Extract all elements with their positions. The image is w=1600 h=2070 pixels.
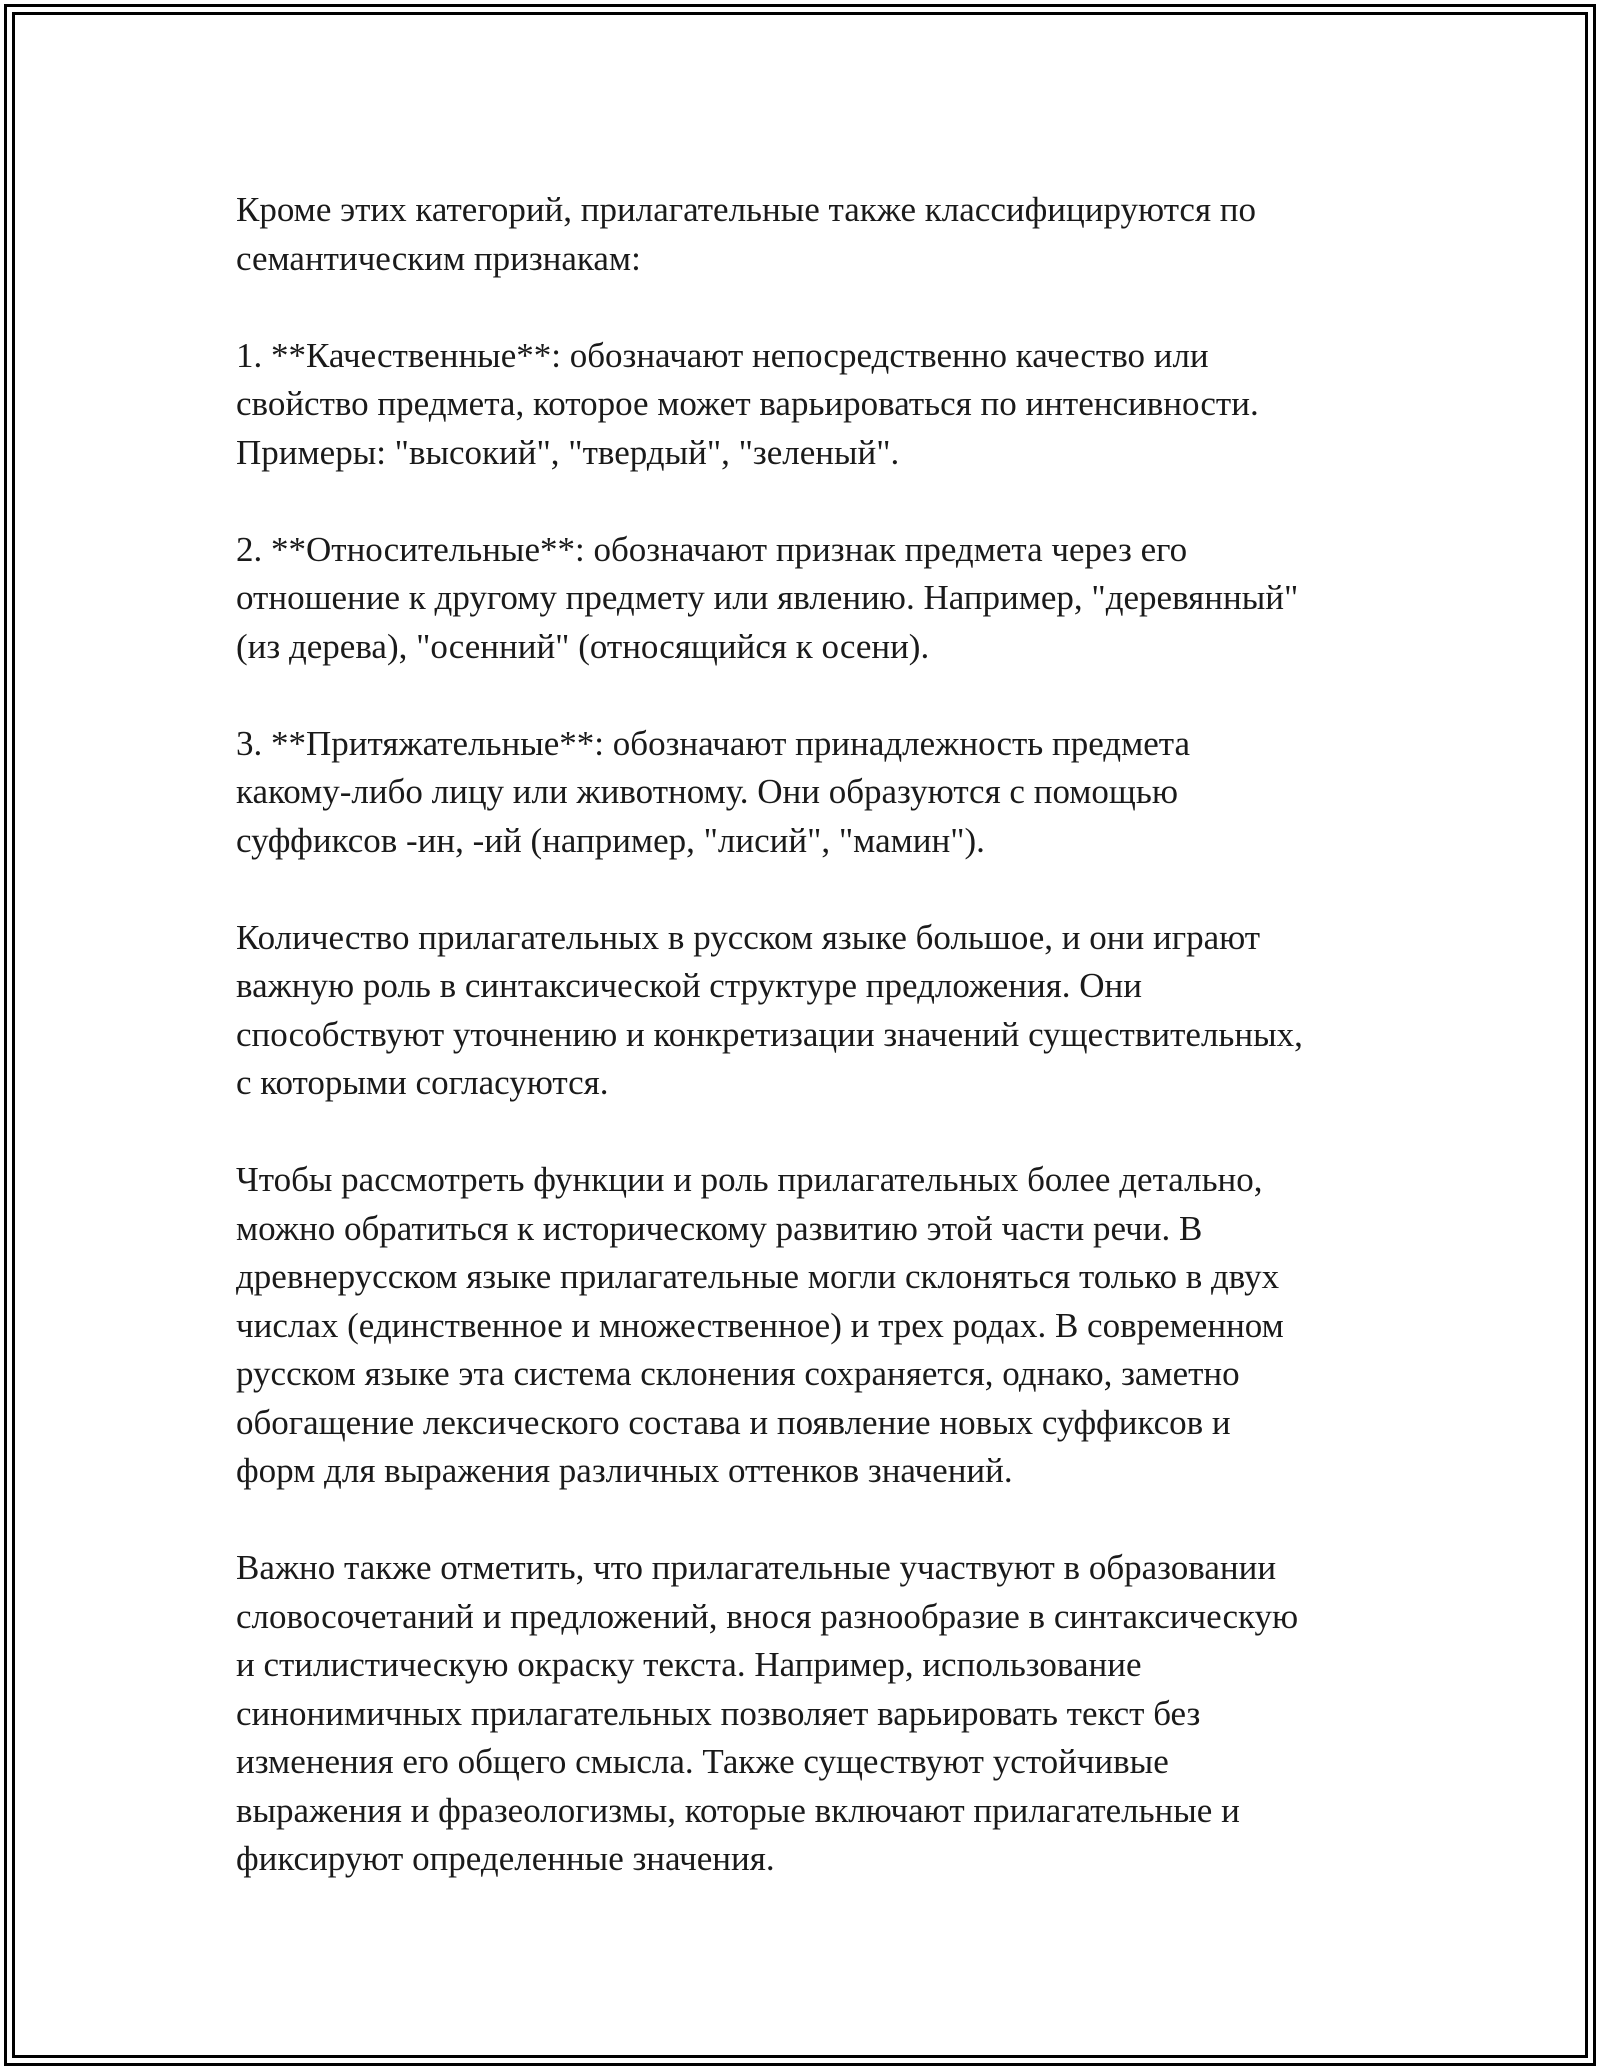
document-body [236, 186, 1386, 1932]
paragraph-quantity: Количество прилагательных в русском языке большое, и они играют важную роль в синтаксической структуре предложения. Они способствуют уточнению и конкретизации значений существительных, с которыми согласуются. [236, 917, 1303, 1102]
paragraph-history: Чтобы рассмотреть функции и роль прилагательных более детально, можно обратиться к историческому развитию этой части речи. В древнерусском языке прилагательные могли склоняться только в двух числах (единственное и множественное) и трех родах. В современном русском языке эта система склонения сохраняется, однако, заметно обогащение лексического состава и появление новых суффиксов и форм для выражения различных оттенков значений. [236, 1160, 1284, 1490]
paragraph-stylistics: Важно также отметить, что прилагательные участвуют в образовании словосочетаний и предложений, внося разнообразие в синтаксическую и стилистическую окраску текста. Например, использование синонимичных прилагательных позволяет варьировать текст без изменения его общего смысла. Также существуют устойчивые выражения и фразеологизмы, которые включают прилагательные и фиксируют определенные значения. [236, 1548, 1299, 1878]
paragraph-possessive: 3. **Притяжательные**: обозначают принадлежность предмета какому-либо лицу или животному. Они образуются с помощью суффиксов -ин, -ий (например, "лисий", "мамин"). [236, 723, 1191, 860]
paragraph-qualitative: 1. **Качественные**: обозначают непосредственно качество или свойство предмета, которое может варьироваться по интенсивности. Примеры: "высокий", "твердый", "зеленый". [236, 335, 1259, 472]
paragraph-intro: Кроме этих категорий, прилагательные также классифицируются по семантическим признакам: [236, 190, 1257, 278]
paragraph-relative: 2. **Относительные**: обозначают признак предмета через его отношение к другому предмету или явлению. Например, "деревянный" (из дерева), "осенний" (относящийся к осени). [236, 529, 1299, 666]
